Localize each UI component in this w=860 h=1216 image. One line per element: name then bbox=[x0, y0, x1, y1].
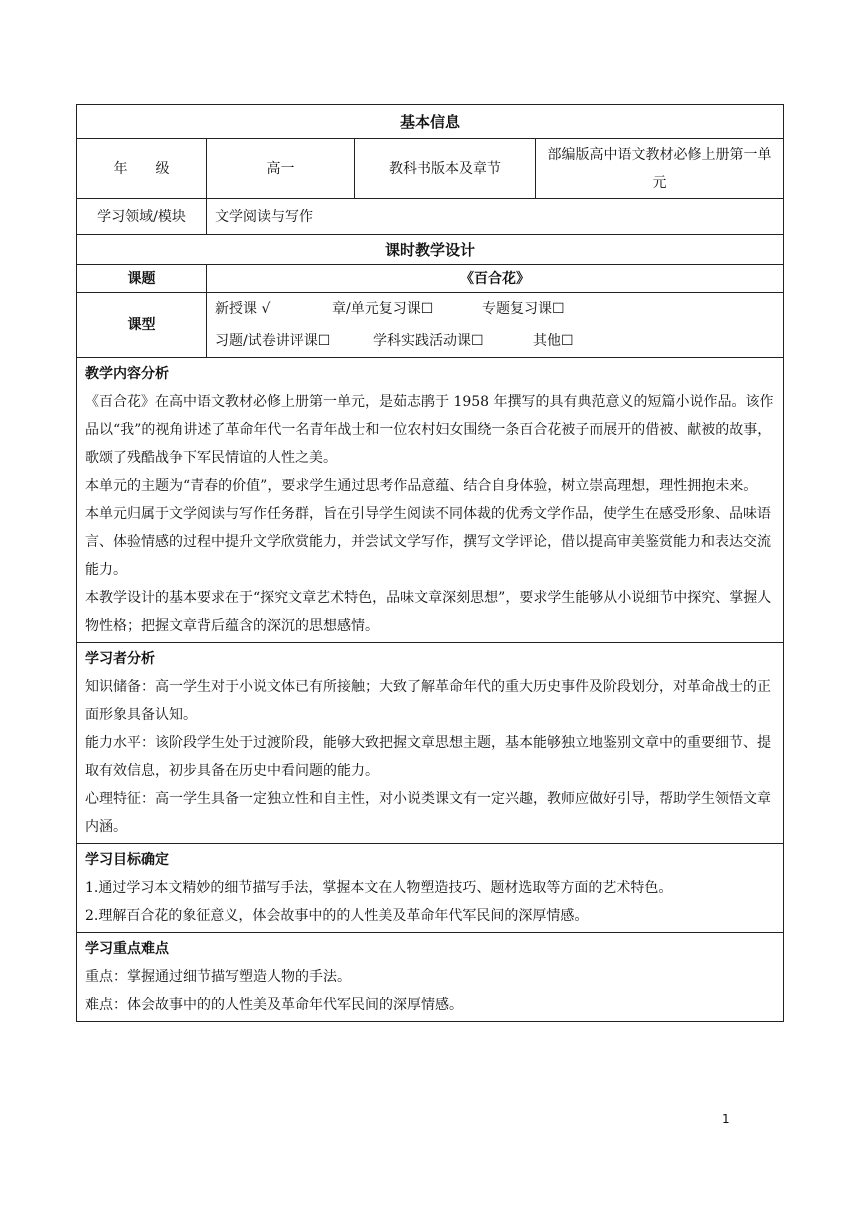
type-options bbox=[207, 293, 784, 358]
type-options-line-1 bbox=[215, 293, 775, 325]
key-points-title: 学习重点难点 bbox=[85, 941, 169, 957]
lesson-design-header: 课时教学设计 bbox=[77, 235, 784, 265]
objective-item: 2.理解百合花的象征意义，体会故事中的的人性美及革命年代军民间的深厚情感。 bbox=[85, 908, 589, 924]
learner-analysis-cell bbox=[77, 643, 784, 844]
type-option: 章/单元复习课☐ bbox=[332, 301, 434, 317]
type-label: 课型 bbox=[77, 293, 207, 358]
key-points-cell bbox=[77, 933, 784, 1022]
content-analysis-cell bbox=[77, 358, 784, 643]
objective-item: 1.通过学习本文精妙的细节描写手法，掌握本文在人物塑造技巧、题材选取等方面的艺术特色。 bbox=[85, 880, 673, 896]
type-option: 专题复习课☐ bbox=[482, 301, 565, 317]
learner-analysis-paragraph: 心理特征：高一学生具备一定独立性和自主性，对小说类课文有一定兴趣，教师应做好引导，帮助学生领悟文章内涵。 bbox=[85, 791, 771, 835]
content-analysis-paragraph: 本单元归属于文学阅读与写作任务群，旨在引导学生阅读不同体裁的优秀文学作品，使学生在感受形象、品味语言、体验情感的过程中提升文学欣赏能力，并尝试文学写作，撰写文学评论，借以提高审美鉴赏能力和表达交流能力。 bbox=[85, 506, 771, 578]
topic-label: 课题 bbox=[77, 265, 207, 293]
learner-analysis-paragraph: 能力水平：该阶段学生处于过渡阶段，能够大致把握文章思想主题，基本能够独立地鉴别文章中的重要细节、提取有效信息，初步具备在历史中看问题的能力。 bbox=[85, 735, 771, 779]
basic-info-header: 基本信息 bbox=[77, 105, 784, 139]
type-option: 学科实践活动课☐ bbox=[373, 333, 484, 349]
textbook-value: 部编版高中语文教材必修上册第一单元 bbox=[536, 139, 784, 199]
content-analysis-paragraph: 本教学设计的基本要求在于“探究文章艺术特色，品味文章深刻思想”，要求学生能够从小说细节中探究、掌握人物性格；把握文章背后蕴含的深沉的思想感情。 bbox=[85, 590, 772, 634]
learner-analysis-title: 学习者分析 bbox=[85, 651, 155, 667]
key-point-item: 难点：体会故事中的的人性美及革命年代军民间的深厚情感。 bbox=[85, 997, 463, 1013]
domain-label: 学习领域/模块 bbox=[77, 199, 207, 235]
domain-value: 文学阅读与写作 bbox=[207, 199, 784, 235]
type-options-line-2 bbox=[215, 325, 775, 357]
type-option: 其他☐ bbox=[533, 333, 574, 349]
grade-label: 年 级 bbox=[77, 139, 207, 199]
content-analysis-title: 教学内容分析 bbox=[85, 366, 169, 382]
type-option: 新授课 √ bbox=[215, 301, 271, 317]
grade-value: 高一 bbox=[207, 139, 355, 199]
learner-analysis-paragraph: 知识储备：高一学生对于小说文体已有所接触；大致了解革命年代的重大历史事件及阶段划分，对革命战士的正面形象具备认知。 bbox=[85, 679, 771, 723]
type-option: 习题/试卷讲评课☐ bbox=[215, 333, 331, 349]
topic-value: 《百合花》 bbox=[207, 265, 784, 293]
lesson-plan-table bbox=[76, 104, 784, 1022]
key-point-item: 重点：掌握通过细节描写塑造人物的手法。 bbox=[85, 969, 351, 985]
page-number: 1 bbox=[722, 1112, 730, 1126]
objectives-cell bbox=[77, 844, 784, 933]
objectives-title: 学习目标确定 bbox=[85, 852, 169, 868]
textbook-label: 教科书版本及章节 bbox=[355, 139, 536, 199]
content-analysis-paragraph: 《百合花》在高中语文教材必修上册第一单元，是茹志鹃于 1958 年撰写的具有典范意义的短篇小说作品。该作品以“我”的视角讲述了革命年代一名青年战士和一位农村妇女围绕一条百合花被子而展开的借被、献被的故事，歌颂了残酷战争下军民情谊的人性之美。 bbox=[85, 394, 774, 466]
content-analysis-paragraph: 本单元的主题为“青春的价值”，要求学生通过思考作品意蕴、结合自身体验，树立崇高理想，理性拥抱未来。 bbox=[85, 478, 758, 494]
